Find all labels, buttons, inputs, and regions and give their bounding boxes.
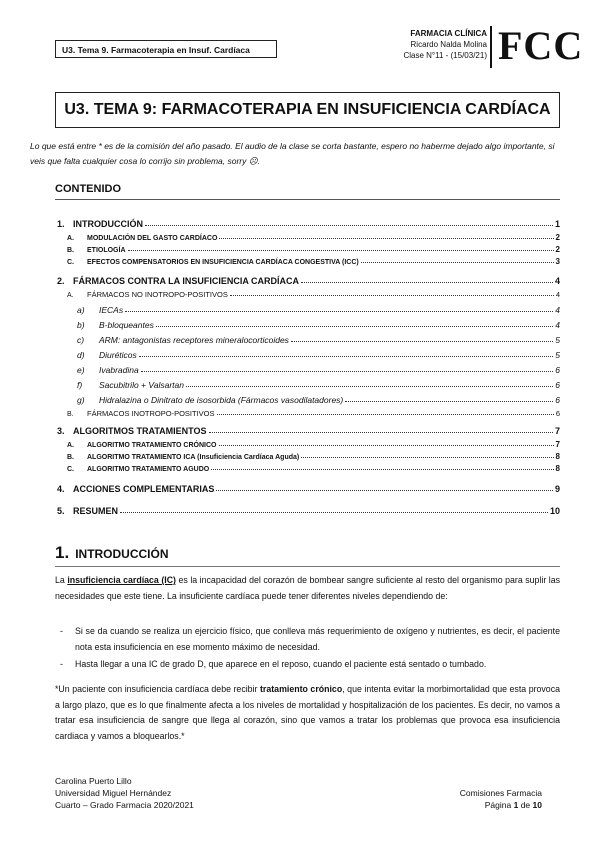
- contents-heading: CONTENIDO: [55, 183, 121, 195]
- toc-entry-hidralazina[interactable]: [55, 395, 560, 405]
- toc-label: FÁRMACOS NO INOTROPO-POSITIVOS: [87, 290, 228, 299]
- toc-leader: [217, 413, 554, 415]
- toc-page: 7: [554, 426, 560, 436]
- toc-label: FÁRMACOS INOTROPO-POSITIVOS: [87, 409, 215, 418]
- toc-leader: [156, 325, 553, 327]
- toc-page: 7: [555, 440, 560, 449]
- toc-page: 4: [555, 305, 560, 315]
- toc-entry-iecas[interactable]: [55, 305, 560, 315]
- toc-number: A.: [67, 235, 74, 242]
- text: es la incapacidad del corazón de bombear sangre suficiente al resto del organismo para suplir las necesidades que este tiene. La insuficiente cardíaca puede tener diferentes niveles dependiendo de:: [55, 575, 561, 601]
- toc-number: C.: [67, 466, 74, 473]
- toc-page: 5: [555, 335, 560, 345]
- toc-label: ALGORITMO TRATAMIENTO ICA (Insuficiencia Cardíaca Aguda): [87, 454, 300, 461]
- toc-number: g): [77, 395, 85, 405]
- toc-entry-algoritmos[interactable]: [55, 426, 560, 436]
- toc-number: 5.: [57, 506, 65, 516]
- toc-page: 4: [555, 320, 560, 330]
- toc-label: ALGORITMOS TRATAMIENTOS: [73, 426, 207, 436]
- footer-name: Carolina Puerto Lillo: [55, 776, 132, 786]
- toc-leader: [345, 400, 553, 402]
- toc-page: 6: [555, 395, 560, 405]
- list-item-text: Si se da cuando se realiza un ejercicio físico, que conlleva más requerimiento de oxígeno y nutrientes, es decir, el paciente nota esta insuficiencia en ese momento máximo de necesidad.: [75, 626, 560, 652]
- header-divider: [490, 26, 492, 68]
- section-divider: [55, 566, 560, 567]
- toc-entry-bbloqueantes[interactable]: [55, 320, 560, 330]
- toc-entry-etiologia[interactable]: [55, 245, 560, 254]
- toc-number: C.: [67, 259, 74, 266]
- list-item: [55, 624, 560, 656]
- toc-entry-acciones[interactable]: [55, 484, 560, 494]
- toc-leader: [211, 468, 553, 470]
- text: , que intenta evitar la morbimortalidad que esta provoca a largo plazo, que es lo que finalmente afecta a los niveles de mortalidad y hospitalización de los pacientes. Es decir, no vamos a tratar esa insuficiencia de sangre que llega al corazón, sino que vamos a tratar los problemas que provoca esa insuficiencia cardiaca y vamos a bloquearlos.*: [55, 684, 560, 741]
- intro-note: Lo que está entre * es de la comisión del año pasado. El audio de la clase se corta bastante, espero no haberme dejado algo importante, si veis que falta cualquier cosa lo corrijo sin problema, sorry ☹.: [30, 141, 555, 166]
- footer-course: Cuarto – Grado Farmacia 2020/2021: [55, 800, 194, 810]
- footer-page-block: [460, 787, 542, 811]
- fcc-logo: FCC: [498, 23, 584, 68]
- toc-page: 2: [555, 233, 560, 242]
- toc-page: 5: [555, 350, 560, 360]
- header-info: [403, 28, 487, 61]
- toc-entry-resumen[interactable]: [55, 506, 560, 516]
- bullet-dash: -: [60, 659, 63, 669]
- toc-page: 6: [555, 365, 560, 375]
- footer-author-block: [55, 775, 194, 811]
- toc-label: IECAs: [99, 305, 124, 315]
- toc-leader: [291, 340, 553, 342]
- toc-label: Ivabradina: [99, 365, 139, 375]
- toc-leader: [125, 310, 553, 312]
- paragraph-definition: [55, 573, 560, 604]
- toc-number: 4.: [57, 484, 65, 494]
- toc-entry-ivabradina[interactable]: [55, 365, 560, 375]
- toc-page: 3: [555, 257, 560, 266]
- toc-label: RESUMEN: [73, 506, 119, 516]
- section-title: INTRODUCCIÓN: [75, 547, 169, 561]
- toc-page: 2: [555, 245, 560, 254]
- toc-entry-modulacion[interactable]: [55, 233, 560, 242]
- toc-number: B.: [67, 411, 74, 418]
- toc-page: 1: [554, 219, 560, 229]
- page-total: 10: [532, 800, 542, 810]
- toc-label: MODULACIÓN DEL GASTO CARDÍACO: [87, 235, 218, 242]
- page-title: U3. TEMA 9: FARMACOTERAPIA EN INSUFICIENCIA CARDÍACA: [55, 92, 560, 128]
- toc-page: 6: [555, 380, 560, 390]
- header-author: Ricardo Nalda Molina: [410, 40, 487, 49]
- paragraph-treatment: [55, 682, 560, 744]
- key-term: insuficiencia cardíaca (IC): [67, 575, 176, 585]
- toc-page: 8: [555, 464, 560, 473]
- toc-number: B.: [67, 247, 74, 254]
- toc-number: 3.: [57, 426, 65, 436]
- toc-entry-inotropo[interactable]: [55, 409, 560, 418]
- list-item: [55, 657, 560, 673]
- toc-number: 2.: [57, 276, 65, 286]
- page-indicator: [460, 799, 542, 811]
- toc-number: A.: [67, 442, 74, 449]
- page-word: Página: [484, 800, 512, 810]
- toc-label: EFECTOS COMPENSATORIOS EN INSUFICIENCIA CARDÍACA CONGESTIVA (ICC): [87, 259, 359, 266]
- toc-entry-ica[interactable]: [55, 452, 560, 461]
- bullet-dash: -: [60, 626, 63, 636]
- toc-page: 4: [554, 276, 560, 286]
- toc-leader: [361, 261, 554, 263]
- toc-leader: [145, 224, 553, 226]
- toc-label: ARM: antagonistas receptores mineralocorticoides: [99, 335, 289, 345]
- toc-page: 9: [554, 484, 560, 494]
- header-subject: FARMACIA CLÍNICA: [410, 29, 487, 38]
- toc-leader: [301, 281, 553, 283]
- toc-entry-no-inotropo[interactable]: [55, 290, 560, 299]
- toc-number: d): [77, 350, 85, 360]
- toc-label: ETIOLOGÍA: [87, 247, 126, 254]
- toc-page: 6: [555, 409, 560, 418]
- toc-number: A.: [67, 292, 74, 299]
- toc-label: INTRODUCCIÓN: [73, 219, 143, 229]
- toc-entry-cronico[interactable]: [55, 440, 560, 449]
- footer-org: Comisiones Farmacia: [459, 788, 542, 798]
- toc-page: 10: [549, 506, 560, 516]
- toc-number: B.: [67, 454, 74, 461]
- toc-leader: [301, 456, 553, 458]
- toc-number: f): [77, 380, 83, 390]
- toc-leader: [219, 444, 554, 446]
- page-number: 1: [513, 800, 519, 810]
- toc-label: FÁRMACOS CONTRA LA INSUFICIENCIA CARDÍACA: [73, 276, 299, 286]
- toc-label: B-bloqueantes: [99, 320, 154, 330]
- toc-number: c): [77, 335, 85, 345]
- toc-leader: [230, 294, 554, 296]
- toc-label: Diuréticos: [99, 350, 137, 360]
- toc-leader: [128, 249, 554, 251]
- toc-page: 4: [555, 290, 560, 299]
- toc-leader: [139, 355, 553, 357]
- toc-number: b): [77, 320, 85, 330]
- toc-entry-sacubitrilo[interactable]: [55, 380, 560, 390]
- text: La: [55, 575, 68, 585]
- toc-entry-efectos[interactable]: [55, 257, 560, 266]
- toc-leader: [186, 385, 553, 387]
- toc-number: 1.: [57, 219, 65, 229]
- toc-label: ALGORITMO TRATAMIENTO CRÓNICO: [87, 442, 217, 449]
- contents-divider: [55, 199, 560, 200]
- page-of: de: [520, 800, 531, 810]
- toc-leader: [216, 489, 553, 491]
- toc-leader: [209, 431, 553, 433]
- toc-leader: [141, 370, 554, 372]
- toc-leader: [120, 511, 548, 513]
- toc-label: Sacubitrilo + Valsartan: [99, 380, 184, 390]
- header-tab-label: U3. Tema 9. Farmacoterapia en Insuf. Cardíaca: [55, 40, 277, 58]
- bold-term: tratamiento crónico: [260, 684, 343, 694]
- list-item-text: Hasta llegar a una IC de grado D, que aparece en el reposo, cuando el paciente está sentado o tumbado.: [75, 659, 487, 669]
- footer-university: Universidad Miguel Hernández: [55, 788, 172, 798]
- toc-page: 8: [555, 452, 560, 461]
- toc-entry-farmacos[interactable]: [55, 276, 560, 286]
- toc-leader: [219, 237, 553, 239]
- toc-entry-arm[interactable]: [55, 335, 560, 345]
- toc-label: Hidralazina o Dinitrato de isosorbida (Fármacos vasodilatadores): [99, 395, 344, 405]
- toc-label: ALGORITMO TRATAMIENTO AGUDO: [87, 466, 210, 473]
- toc-label: ACCIONES COMPLEMENTARIAS: [73, 484, 215, 494]
- toc-entry-agudo[interactable]: [55, 464, 560, 473]
- toc-number: a): [77, 305, 85, 315]
- toc-entry-introduccion[interactable]: [55, 219, 560, 229]
- toc-entry-diureticos[interactable]: [55, 350, 560, 360]
- text: *Un paciente con insuficiencia cardíaca debe recibir: [55, 684, 260, 694]
- toc-number: e): [77, 365, 85, 375]
- section-heading: [55, 543, 169, 563]
- section-number: 1.: [55, 543, 70, 562]
- header-class-info: Clase N°11 - (15/03/21): [403, 51, 487, 60]
